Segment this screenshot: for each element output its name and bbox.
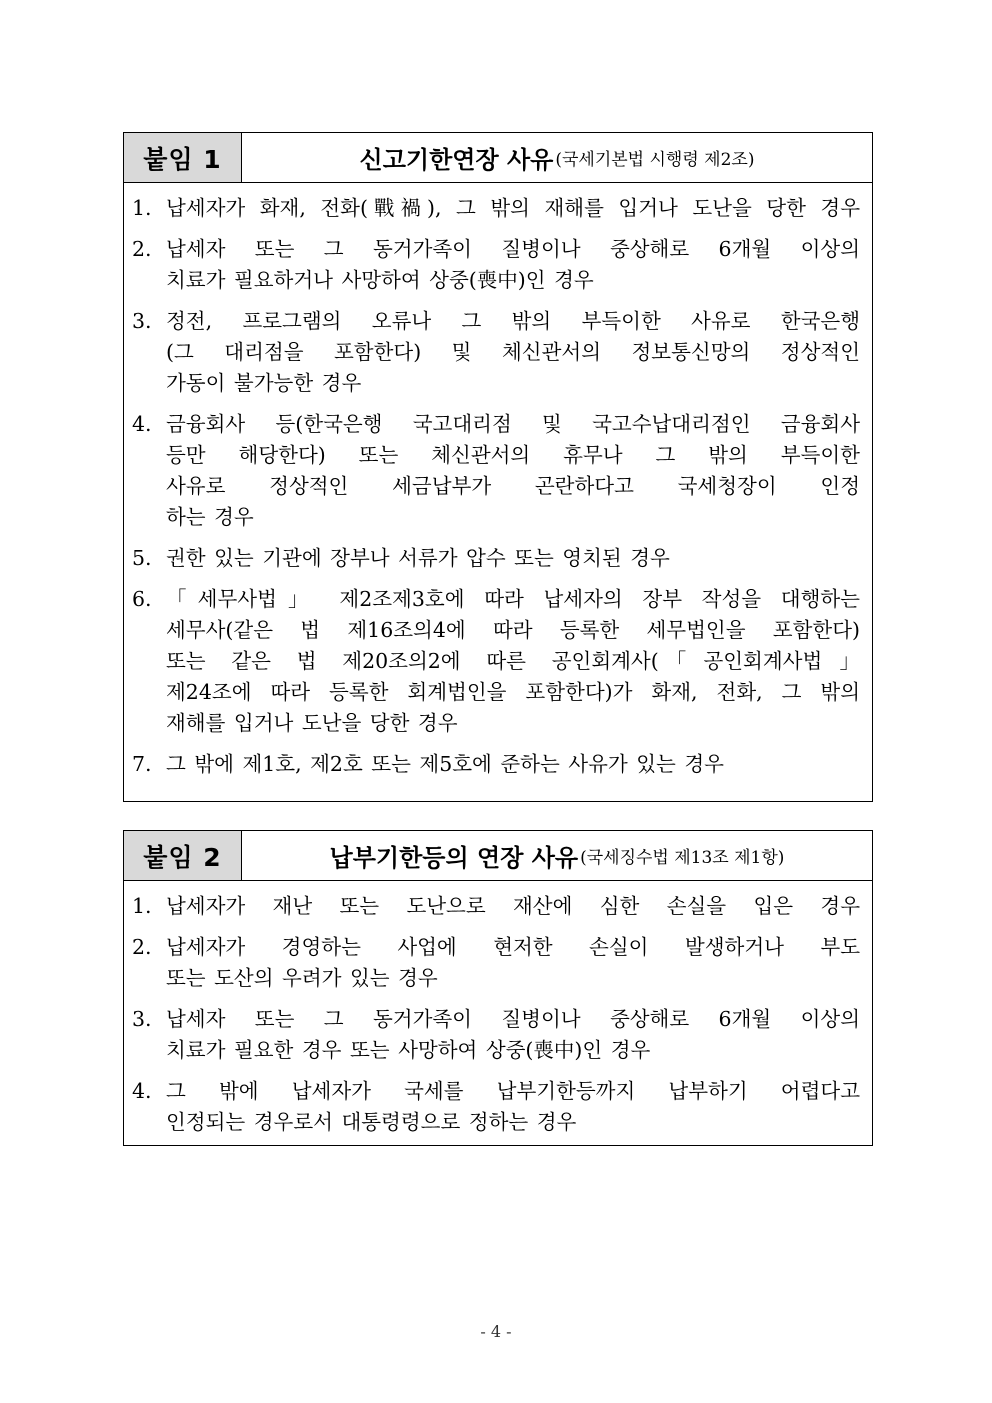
item-line: 인정되는 경우로서 대통령령으로 정하는 경우 xyxy=(166,1110,577,1134)
item-number: 4. xyxy=(132,1079,152,1103)
attachment-1-list xyxy=(124,183,872,780)
item-line: 재해를 입거나 도난을 당한 경우 xyxy=(166,711,458,735)
item-number: 2. xyxy=(132,237,152,261)
item-text xyxy=(166,932,860,994)
item-number: 6. xyxy=(132,587,152,611)
item-line: 치료가 필요하거나 사망하여 상중(喪中)인 경우 xyxy=(166,268,594,292)
attachment-2-list xyxy=(124,881,872,1138)
item-line: 납세자 또는 그 동거가족이 질병이나 중상해로 6개월 이상의 xyxy=(166,1007,860,1031)
attachment-2-subtitle: (국세징수법 제13조 제1항) xyxy=(580,848,785,868)
page-number: - 4 - xyxy=(480,1322,512,1341)
item-line: 납세자가 경영하는 사업에 현저한 손실이 발생하거나 부도 xyxy=(166,935,860,959)
attachment-1-box xyxy=(123,132,873,802)
item-line: 사유로 정상적인 세금납부가 곤란하다고 국세청장이 인정 xyxy=(166,474,860,498)
list-item xyxy=(132,306,860,399)
attachment-1-header xyxy=(124,133,872,183)
item-text xyxy=(166,584,860,739)
attachment-2-title: 납부기한등의 연장 사유 xyxy=(329,844,579,872)
item-number: 3. xyxy=(132,1007,152,1031)
item-line: 치료가 필요한 경우 또는 사망하여 상중(喪中)인 경우 xyxy=(166,1038,651,1062)
item-text xyxy=(166,409,860,533)
item-line: 등만 해당한다) 또는 체신관서의 휴무나 그 밖의 부득이한 xyxy=(166,443,860,467)
item-line: 금융회사 등(한국은행 국고대리점 및 국고수납대리점인 금융회사 xyxy=(166,412,860,436)
list-item xyxy=(132,584,860,739)
list-item xyxy=(132,409,860,533)
item-line: 그 밖에 납세자가 국세를 납부기한등까지 납부하기 어렵다고 xyxy=(166,1079,860,1103)
item-line: (그 대리점을 포함한다) 및 체신관서의 정보통신망의 정상적인 xyxy=(166,340,860,364)
list-item xyxy=(132,891,860,922)
attachment-2-title-cell xyxy=(242,831,872,880)
list-item xyxy=(132,234,860,296)
attachment-1-subtitle: (국세기본법 시행령 제2조) xyxy=(555,150,755,170)
list-item xyxy=(132,1004,860,1066)
attachment-1-tag: 붙임 1 xyxy=(124,133,242,182)
item-number: 3. xyxy=(132,309,152,333)
item-text xyxy=(166,234,860,296)
item-line: 그 밖에 제1호, 제2호 또는 제5호에 준하는 사유가 있는 경우 xyxy=(166,752,724,776)
item-text xyxy=(166,306,860,399)
item-number: 1. xyxy=(132,894,152,918)
item-line: 하는 경우 xyxy=(166,505,254,529)
attachment-2-box xyxy=(123,830,873,1146)
attachment-2-header xyxy=(124,831,872,881)
item-text xyxy=(166,1004,860,1066)
item-line: 권한 있는 기관에 장부나 서류가 압수 또는 영치된 경우 xyxy=(166,546,670,570)
item-line: 납세자가 재난 또는 도난으로 재산에 심한 손실을 입은 경우 xyxy=(166,894,860,918)
item-line: 「세무사법」 제2조제3호에 따라 납세자의 장부 작성을 대행하는 xyxy=(166,587,860,611)
item-line: 또는 도산의 우려가 있는 경우 xyxy=(166,966,438,990)
item-line: 세무사(같은 법 제16조의4에 따라 등록한 세무법인을 포함한다) xyxy=(166,618,860,642)
attachment-2-tag: 붙임 2 xyxy=(124,831,242,880)
list-item xyxy=(132,749,860,780)
item-text xyxy=(166,891,860,922)
item-number: 4. xyxy=(132,412,152,436)
item-text xyxy=(166,1076,860,1138)
list-item xyxy=(132,193,860,224)
item-number: 7. xyxy=(132,752,152,776)
item-line: 납세자 또는 그 동거가족이 질병이나 중상해로 6개월 이상의 xyxy=(166,237,860,261)
item-line: 납세자가 화재, 전화(戰禍), 그 밖의 재해를 입거나 도난을 당한 경우 xyxy=(166,196,860,220)
item-line: 또는 같은 법 제20조의2에 따른 공인회계사(「공인회계사법」 xyxy=(166,649,860,673)
attachment-1-title-cell xyxy=(242,133,872,182)
item-line: 가동이 불가능한 경우 xyxy=(166,371,362,395)
item-text xyxy=(166,749,860,780)
list-item xyxy=(132,1076,860,1138)
list-item xyxy=(132,932,860,994)
item-text xyxy=(166,193,860,224)
attachment-1-title: 신고기한연장 사유 xyxy=(359,146,554,174)
item-number: 1. xyxy=(132,196,152,220)
item-number: 2. xyxy=(132,935,152,959)
item-text xyxy=(166,543,860,574)
list-item xyxy=(132,543,860,574)
item-number: 5. xyxy=(132,546,152,570)
item-line: 제24조에 따라 등록한 회계법인을 포함한다)가 화재, 전화, 그 밖의 xyxy=(166,680,860,704)
item-line: 정전, 프로그램의 오류나 그 밖의 부득이한 사유로 한국은행 xyxy=(166,309,860,333)
